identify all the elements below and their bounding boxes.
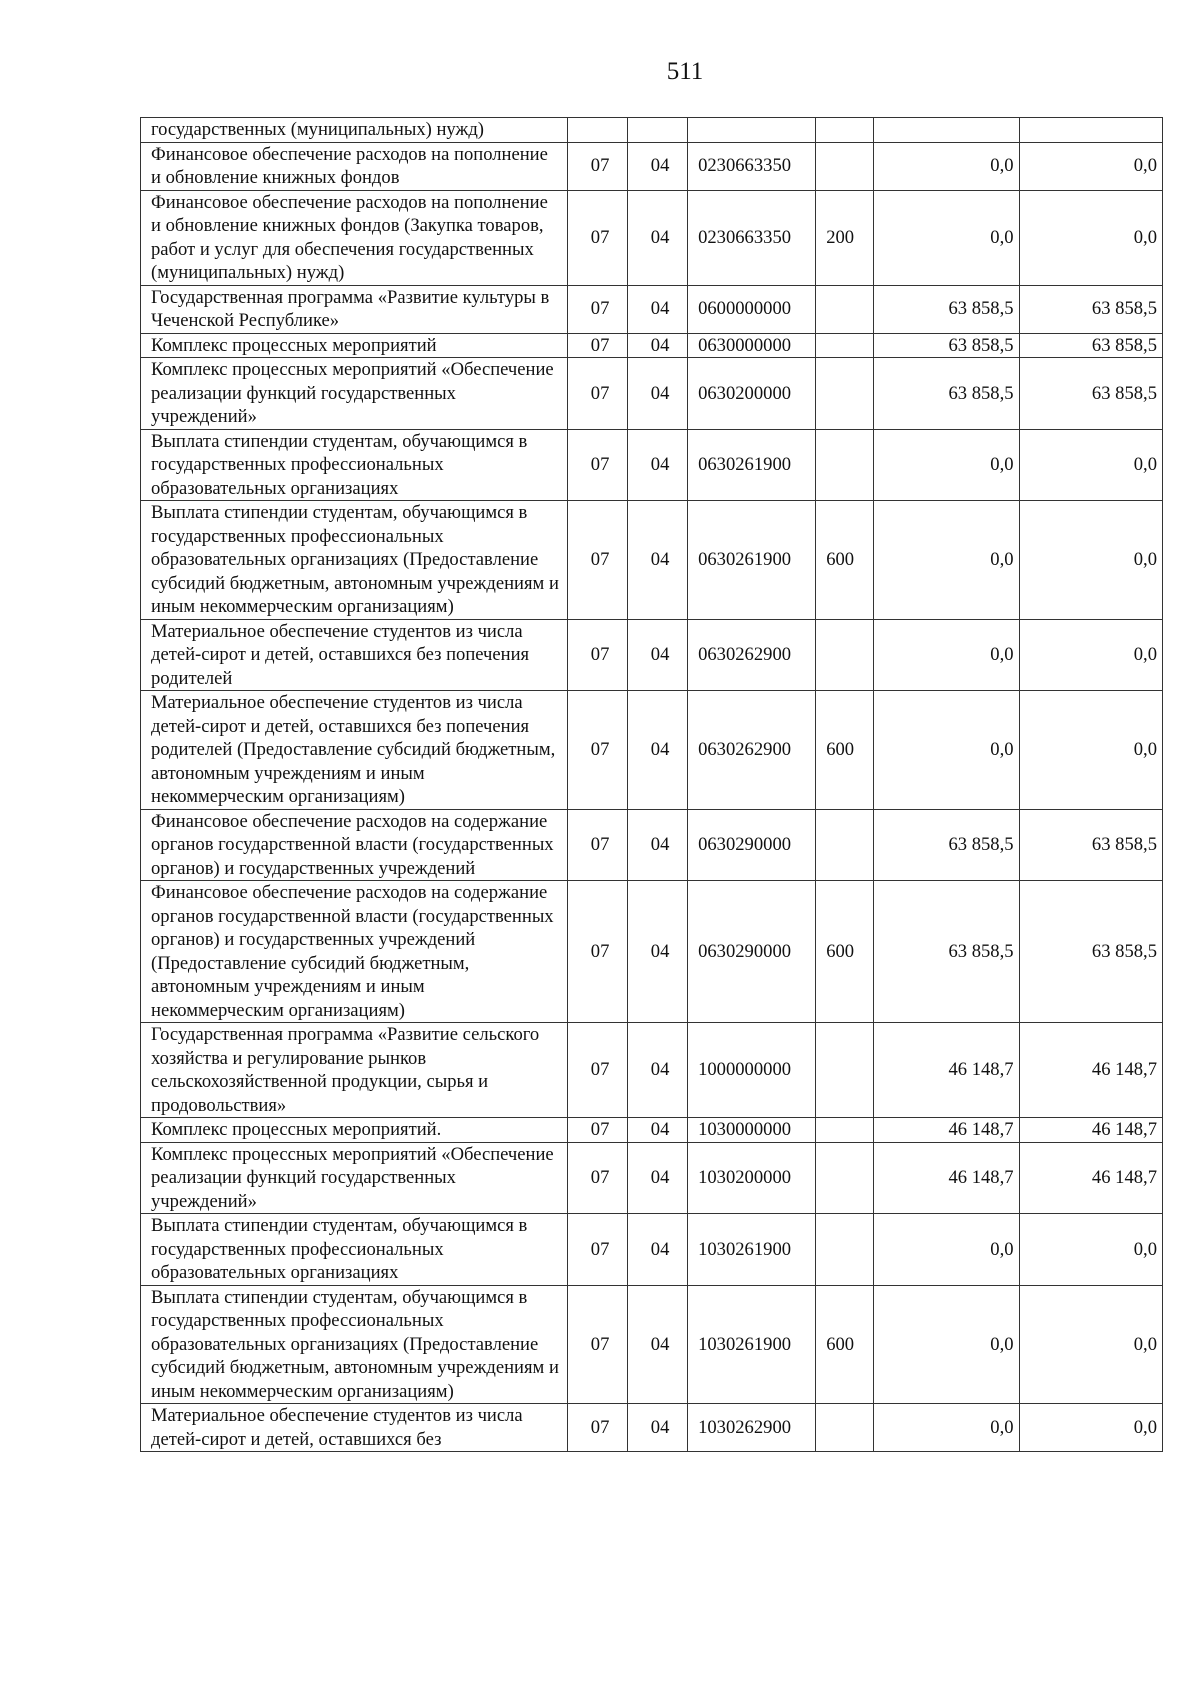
amount-year1-cell: 46 148,7 [874, 1142, 1019, 1214]
amount-year1-cell: 0,0 [874, 429, 1019, 501]
amount-year1-cell: 0,0 [874, 142, 1019, 190]
section-cell: 07 [568, 285, 628, 333]
amount-year1-cell: 0,0 [874, 1404, 1019, 1452]
subsection-cell: 04 [628, 1142, 688, 1214]
expense-name-cell: Материальное обеспечение студентов из числа детей-сирот и детей, оставшихся без попечения родителей (Предоставление субсидий бюджетным, автономным учреждениям и иным некоммерческим организациям) [141, 691, 568, 810]
target-article-cell: 1030261900 [688, 1214, 816, 1286]
target-article-cell: 0630261900 [688, 429, 816, 501]
table-body [141, 118, 1163, 1452]
section-cell: 07 [568, 1285, 628, 1404]
table-row [141, 1142, 1163, 1214]
table-row [141, 429, 1163, 501]
table-row [141, 619, 1163, 691]
subsection-cell: 04 [628, 619, 688, 691]
table-row [141, 1118, 1163, 1143]
subsection-cell: 04 [628, 1285, 688, 1404]
target-article-cell: 1030200000 [688, 1142, 816, 1214]
subsection-cell: 04 [628, 809, 688, 881]
target-article-cell: 1030262900 [688, 1404, 816, 1452]
table-row [141, 358, 1163, 430]
amount-year1-cell: 63 858,5 [874, 285, 1019, 333]
expense-name-cell: Материальное обеспечение студентов из числа детей-сирот и детей, оставшихся без попечения родителей [141, 619, 568, 691]
section-cell: 07 [568, 1404, 628, 1452]
subsection-cell: 04 [628, 1404, 688, 1452]
amount-year2-cell: 0,0 [1019, 691, 1162, 810]
amount-year1-cell: 0,0 [874, 691, 1019, 810]
target-article-cell: 0630290000 [688, 809, 816, 881]
expense-type-cell [816, 1404, 874, 1452]
section-cell: 07 [568, 809, 628, 881]
expense-type-cell [816, 619, 874, 691]
target-article-cell: 0230663350 [688, 190, 816, 285]
amount-year2-cell: 0,0 [1019, 142, 1162, 190]
amount-year1-cell: 63 858,5 [874, 809, 1019, 881]
budget-table [140, 117, 1163, 1452]
section-cell: 07 [568, 881, 628, 1023]
section-cell: 07 [568, 429, 628, 501]
expense-name-cell: Комплекс процессных мероприятий «Обеспечение реализации функций государственных учреждений» [141, 358, 568, 430]
expense-type-cell [816, 429, 874, 501]
amount-year1-cell: 63 858,5 [874, 358, 1019, 430]
expense-type-cell: 600 [816, 1285, 874, 1404]
amount-year2-cell: 0,0 [1019, 1285, 1162, 1404]
expense-type-cell [816, 142, 874, 190]
target-article-cell: 0630290000 [688, 881, 816, 1023]
subsection-cell: 04 [628, 429, 688, 501]
amount-year1-cell: 0,0 [874, 1285, 1019, 1404]
amount-year2-cell: 0,0 [1019, 190, 1162, 285]
expense-name-cell: Финансовое обеспечение расходов на содержание органов государственной власти (государственных органов) и государственных учреждений (Предоставление субсидий бюджетным, автономным учреждениям и иным некоммерческим организациям) [141, 881, 568, 1023]
amount-year1-cell [874, 118, 1019, 143]
expense-name-cell: Материальное обеспечение студентов из числа детей-сирот и детей, оставшихся без [141, 1404, 568, 1452]
amount-year2-cell: 0,0 [1019, 429, 1162, 501]
table-row [141, 881, 1163, 1023]
target-article-cell: 1030261900 [688, 1285, 816, 1404]
amount-year2-cell: 63 858,5 [1019, 333, 1162, 358]
table-row [141, 1214, 1163, 1286]
table-row [141, 691, 1163, 810]
table-row [141, 1285, 1163, 1404]
amount-year2-cell: 46 148,7 [1019, 1118, 1162, 1143]
target-article-cell: 0630261900 [688, 501, 816, 620]
amount-year1-cell: 0,0 [874, 619, 1019, 691]
amount-year1-cell: 0,0 [874, 501, 1019, 620]
amount-year2-cell: 63 858,5 [1019, 809, 1162, 881]
amount-year2-cell: 46 148,7 [1019, 1023, 1162, 1118]
section-cell: 07 [568, 1023, 628, 1118]
target-article-cell [688, 118, 816, 143]
expense-type-cell [816, 1118, 874, 1143]
subsection-cell: 04 [628, 142, 688, 190]
section-cell: 07 [568, 501, 628, 620]
expense-name-cell: Финансовое обеспечение расходов на содержание органов государственной власти (государственных органов) и государственных учреждений [141, 809, 568, 881]
section-cell: 07 [568, 358, 628, 430]
amount-year1-cell: 46 148,7 [874, 1118, 1019, 1143]
subsection-cell: 04 [628, 881, 688, 1023]
expense-type-cell: 600 [816, 691, 874, 810]
amount-year2-cell: 63 858,5 [1019, 358, 1162, 430]
subsection-cell: 04 [628, 691, 688, 810]
expense-type-cell [816, 358, 874, 430]
subsection-cell: 04 [628, 333, 688, 358]
target-article-cell: 0630200000 [688, 358, 816, 430]
expense-name-cell: Выплата стипендии студентам, обучающимся в государственных профессиональных образовательных организациях [141, 429, 568, 501]
subsection-cell: 04 [628, 1118, 688, 1143]
subsection-cell: 04 [628, 1214, 688, 1286]
amount-year2-cell: 63 858,5 [1019, 881, 1162, 1023]
target-article-cell: 0630262900 [688, 619, 816, 691]
table-row [141, 1404, 1163, 1452]
section-cell: 07 [568, 333, 628, 358]
table-row [141, 333, 1163, 358]
section-cell: 07 [568, 691, 628, 810]
expense-type-cell: 600 [816, 501, 874, 620]
expense-type-cell [816, 1142, 874, 1214]
table-row [141, 285, 1163, 333]
expense-name-cell: Государственная программа «Развитие сельского хозяйства и регулирование рынков сельскохозяйственной продукции, сырья и продовольствия» [141, 1023, 568, 1118]
expense-name-cell: Финансовое обеспечение расходов на пополнение и обновление книжных фондов (Закупка товаров, работ и услуг для обеспечения государственных (муниципальных) нужд) [141, 190, 568, 285]
target-article-cell: 1030000000 [688, 1118, 816, 1143]
expense-type-cell [816, 285, 874, 333]
subsection-cell: 04 [628, 358, 688, 430]
subsection-cell: 04 [628, 501, 688, 620]
amount-year2-cell: 0,0 [1019, 501, 1162, 620]
expense-name-cell: Выплата стипендии студентам, обучающимся в государственных профессиональных образовательных организациях (Предоставление субсидий бюджетным, автономным учреждениям и иным некоммерческим организациям) [141, 501, 568, 620]
expense-type-cell: 600 [816, 881, 874, 1023]
expense-name-cell: Комплекс процессных мероприятий [141, 333, 568, 358]
page-number: 511 [666, 58, 704, 85]
target-article-cell: 0630262900 [688, 691, 816, 810]
subsection-cell: 04 [628, 285, 688, 333]
table-row [141, 501, 1163, 620]
amount-year1-cell: 63 858,5 [874, 333, 1019, 358]
section-cell: 07 [568, 1214, 628, 1286]
expense-type-cell: 200 [816, 190, 874, 285]
section-cell: 07 [568, 1118, 628, 1143]
target-article-cell: 0230663350 [688, 142, 816, 190]
amount-year2-cell: 0,0 [1019, 1214, 1162, 1286]
expense-name-cell: Государственная программа «Развитие культуры в Чеченской Республике» [141, 285, 568, 333]
target-article-cell: 1000000000 [688, 1023, 816, 1118]
subsection-cell: 04 [628, 1023, 688, 1118]
amount-year2-cell: 46 148,7 [1019, 1142, 1162, 1214]
section-cell [568, 118, 628, 143]
expense-type-cell [816, 333, 874, 358]
amount-year1-cell: 0,0 [874, 190, 1019, 285]
table-row [141, 190, 1163, 285]
expense-type-cell [816, 809, 874, 881]
amount-year2-cell: 0,0 [1019, 1404, 1162, 1452]
amount-year2-cell [1019, 118, 1162, 143]
expense-type-cell [816, 1214, 874, 1286]
subsection-cell [628, 118, 688, 143]
table-row [141, 1023, 1163, 1118]
subsection-cell: 04 [628, 190, 688, 285]
expense-name-cell: Комплекс процессных мероприятий «Обеспечение реализации функций государственных учреждений» [141, 1142, 568, 1214]
amount-year1-cell: 63 858,5 [874, 881, 1019, 1023]
amount-year1-cell: 46 148,7 [874, 1023, 1019, 1118]
amount-year2-cell: 0,0 [1019, 619, 1162, 691]
amount-year1-cell: 0,0 [874, 1214, 1019, 1286]
expense-type-cell [816, 1023, 874, 1118]
expense-name-cell: Выплата стипендии студентам, обучающимся в государственных профессиональных образовательных организациях (Предоставление субсидий бюджетным, автономным учреждениям и иным некоммерческим организациям) [141, 1285, 568, 1404]
table-row [141, 142, 1163, 190]
table-row [141, 809, 1163, 881]
expense-name-cell: государственных (муниципальных) нужд) [141, 118, 568, 143]
target-article-cell: 0630000000 [688, 333, 816, 358]
expense-name-cell: Выплата стипендии студентам, обучающимся в государственных профессиональных образовательных организациях [141, 1214, 568, 1286]
amount-year2-cell: 63 858,5 [1019, 285, 1162, 333]
section-cell: 07 [568, 142, 628, 190]
expense-name-cell: Комплекс процессных мероприятий. [141, 1118, 568, 1143]
section-cell: 07 [568, 190, 628, 285]
expense-name-cell: Финансовое обеспечение расходов на пополнение и обновление книжных фондов [141, 142, 568, 190]
target-article-cell: 0600000000 [688, 285, 816, 333]
section-cell: 07 [568, 619, 628, 691]
table-row [141, 118, 1163, 143]
expense-type-cell [816, 118, 874, 143]
section-cell: 07 [568, 1142, 628, 1214]
